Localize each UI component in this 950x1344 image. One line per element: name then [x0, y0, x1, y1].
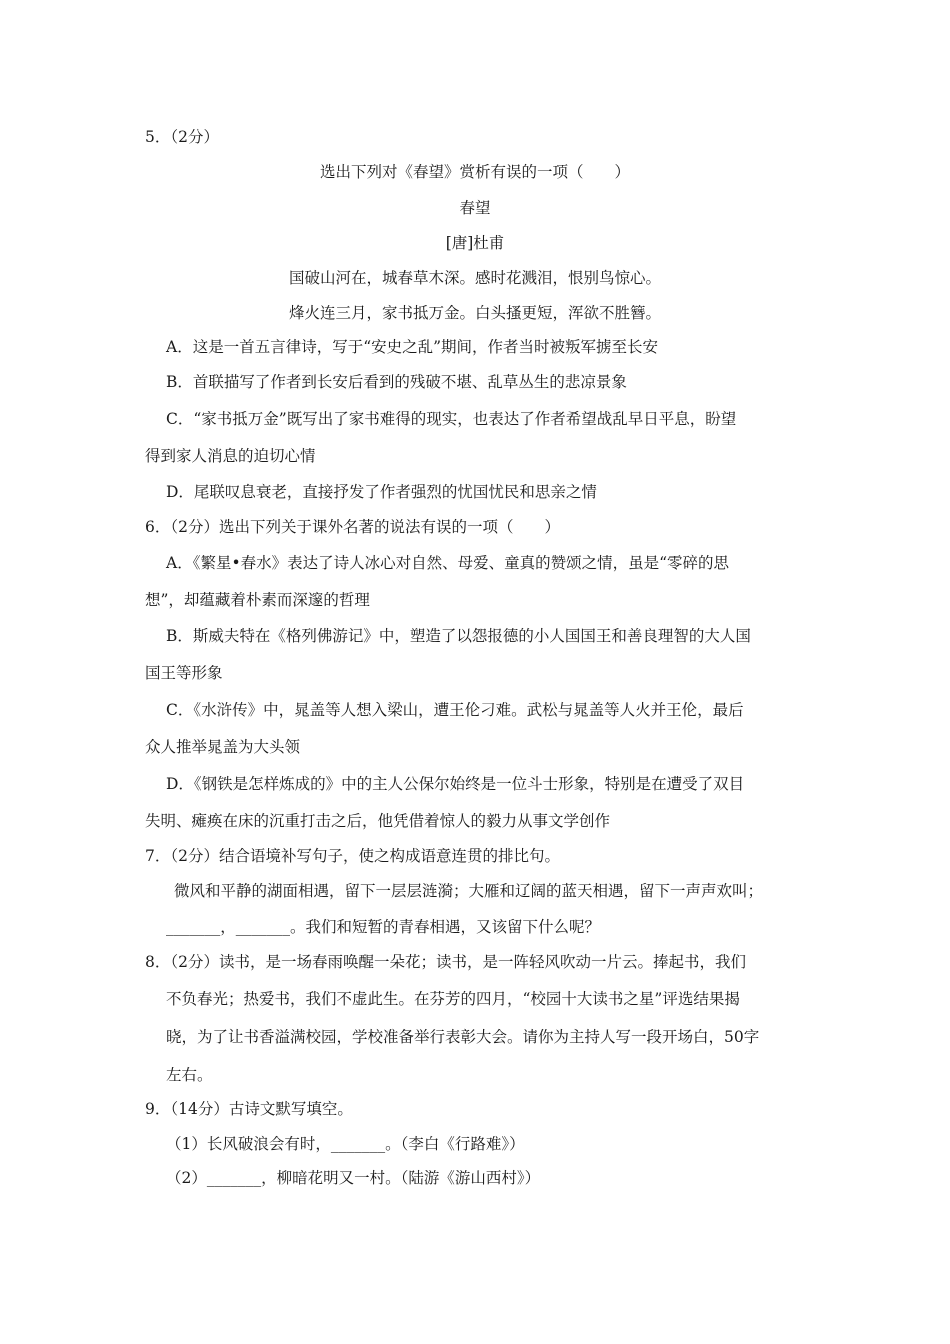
q7-line-1: 微风和平静的湖面相遇，留下一层层涟漪；大雁和辽阔的蓝天相遇，留下一声声欢叫；: [174, 882, 764, 900]
poem-line-1: 国破山河在，城春草木深。感时花溅泪，恨别鸟惊心。: [288, 269, 661, 287]
poem-line-2: 烽火连三月，家书抵万金。白头搔更短，浑欲不胜簪。: [288, 304, 661, 322]
q5-option-b: B．首联描写了作者到长安后看到的残破不堪、乱草丛生的悲凉景象: [166, 373, 627, 391]
q8-line-4: 左右。: [166, 1066, 213, 1084]
q6-option-b-line1: B．斯威夫特在《格列佛游记》中，塑造了以怨报德的小人国国王和善良理智的大人国: [166, 627, 751, 645]
q5-prompt: 选出下列对《春望》赏析有误的一项（ ）: [319, 163, 630, 181]
poem-title: 春望: [459, 199, 491, 217]
q7-header: 7．（2分）结合语境补写句子，使之构成语意连贯的排比句。: [145, 847, 560, 865]
q8-line-1: 8．（2分）读书，是一场春雨唤醒一朵花；读书，是一阵轻风吹动一片云。捧起书，我们: [145, 953, 746, 971]
q5-option-c-line2: 得到家人消息的迫切心情: [145, 447, 316, 465]
q5-header: 5．（2分）: [145, 128, 219, 146]
q6-header: 6．（2分）选出下列关于课外名著的说法有误的一项（ ）: [145, 518, 560, 536]
q6-option-b-line2: 国王等形象: [145, 664, 223, 682]
q8-line-3: 晓，为了让书香溢满校园，学校准备举行表彰大会。请你为主持人写一段开场白，50字: [166, 1028, 760, 1046]
q9-header: 9．（14分）古诗文默写填空。: [145, 1100, 353, 1118]
q9-item-1: （1）长风破浪会有时，_______。（李白《行路难》）: [166, 1135, 525, 1153]
q6-option-c-line2: 众人推举晁盖为大头领: [145, 738, 301, 756]
poem-author: [唐]杜甫: [445, 234, 505, 252]
q8-line-2: 不负春光；热爱书，我们不虚此生。在芬芳的四月，“校园十大读书之星”评选结果揭: [166, 990, 740, 1008]
q6-option-d-line1: D．《钢铁是怎样炼成的》中的主人公保尔始终是一位斗士形象，特别是在遭受了双目: [166, 775, 745, 793]
q6-option-c-line1: C．《水浒传》中，晁盖等人想入梁山，遭王伦刁难。武松与晁盖等人火并王伦，最后: [166, 701, 744, 719]
q5-option-a: A．这是一首五言律诗，写于“安史之乱”期间，作者当时被叛军掳至长安: [166, 338, 659, 356]
q6-option-a-line2: 想”，却蕴藏着朴素而深邃的哲理: [145, 591, 370, 609]
q6-option-d-line2: 失明、瘫痪在床的沉重打击之后，他凭借着惊人的毅力从事文学创作: [145, 812, 611, 830]
q7-line-2: _______，_______。我们和短暂的青春相遇，又该留下什么呢？: [166, 918, 601, 936]
q6-option-a-line1: A．《繁星•春水》表达了诗人冰心对自然、母爱、童真的赞颂之情，虽是“零碎的思: [166, 554, 730, 572]
q9-item-2: （2）_______，柳暗花明又一村。（陆游《游山西村》）: [166, 1169, 541, 1187]
q5-option-d: D．尾联叹息衰老，直接抒发了作者强烈的忧国忧民和思亲之情: [166, 483, 597, 501]
q5-option-c-line1: C．“家书抵万金”既写出了家书难得的现实，也表达了作者希望战乱早日平息，盼望: [166, 410, 737, 428]
